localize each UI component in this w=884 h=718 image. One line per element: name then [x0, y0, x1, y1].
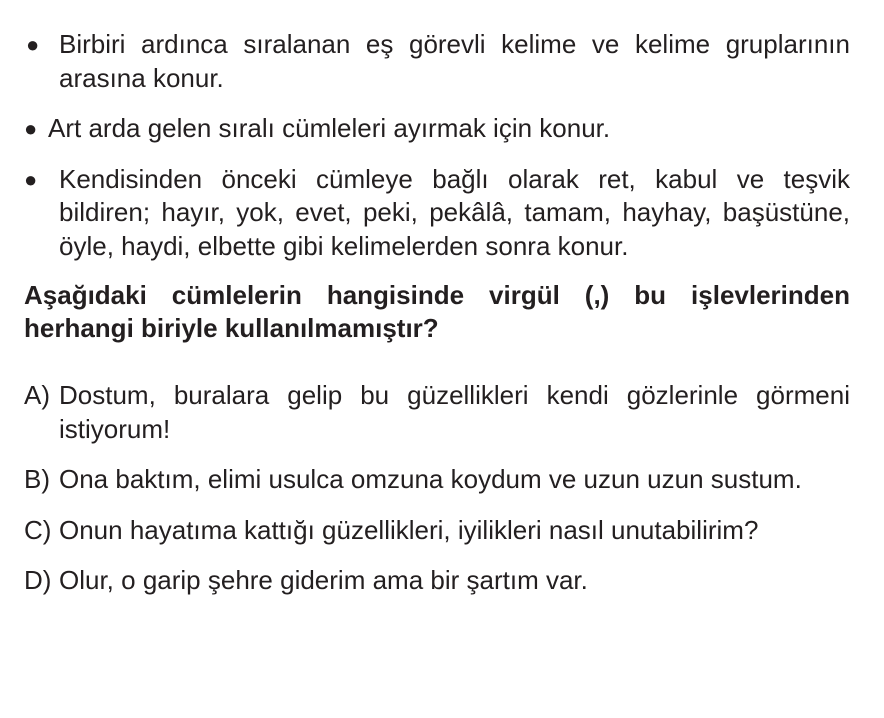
rule-item [24, 112, 850, 146]
option-text: Onun hayatıma kattığı güzellikleri, iyilikleri nasıl unutabilirim? [59, 514, 759, 545]
option-b[interactable] [24, 463, 850, 497]
bullet-icon: ● [26, 32, 40, 57]
rule-item [24, 163, 850, 264]
option-letter: C) [24, 514, 52, 545]
option-letter: A) [24, 380, 50, 410]
bullet-icon: ● [24, 166, 38, 192]
option-letter: D) [24, 565, 52, 595]
question-stem: Aşağıdaki cümlelerin hangisinde virgül (,) bu işlevlerinden herhangi biriyle kullanılmamıştır? [24, 280, 850, 343]
option-a[interactable] [24, 379, 850, 446]
question-page [24, 28, 850, 615]
option-letter: B) [24, 464, 50, 494]
option-d[interactable] [24, 564, 850, 598]
comma-rules-list [24, 28, 850, 263]
rule-text: Kendisinden önceki cümleye bağlı olarak ret, kabul ve teşvik bildiren; hayır, yok, evet, peki, pekâlâ, tamam, hayhay, başüstüne, öyle, haydi, elbette gibi kelimelerden sonra konur. [59, 163, 850, 261]
option-text: Ona baktım, elimi usulca omzuna koydum ve uzun uzun sustum. [59, 464, 802, 494]
option-text: Dostum, buralara gelip bu güzellikleri kendi gözlerinle görmeni istiyorum! [59, 380, 850, 444]
rule-text: Birbiri ardınca sıralanan eş görevli kelime ve kelime gruplarının arasına konur. [59, 29, 850, 93]
rule-text: Art arda gelen sıralı cümleleri ayırmak için konur. [48, 113, 611, 143]
answer-options [24, 379, 850, 598]
option-c[interactable] [24, 514, 850, 548]
option-text: Olur, o garip şehre giderim ama bir şartım var. [59, 565, 588, 595]
bullet-icon: ● [24, 116, 38, 141]
rule-item [24, 28, 850, 98]
